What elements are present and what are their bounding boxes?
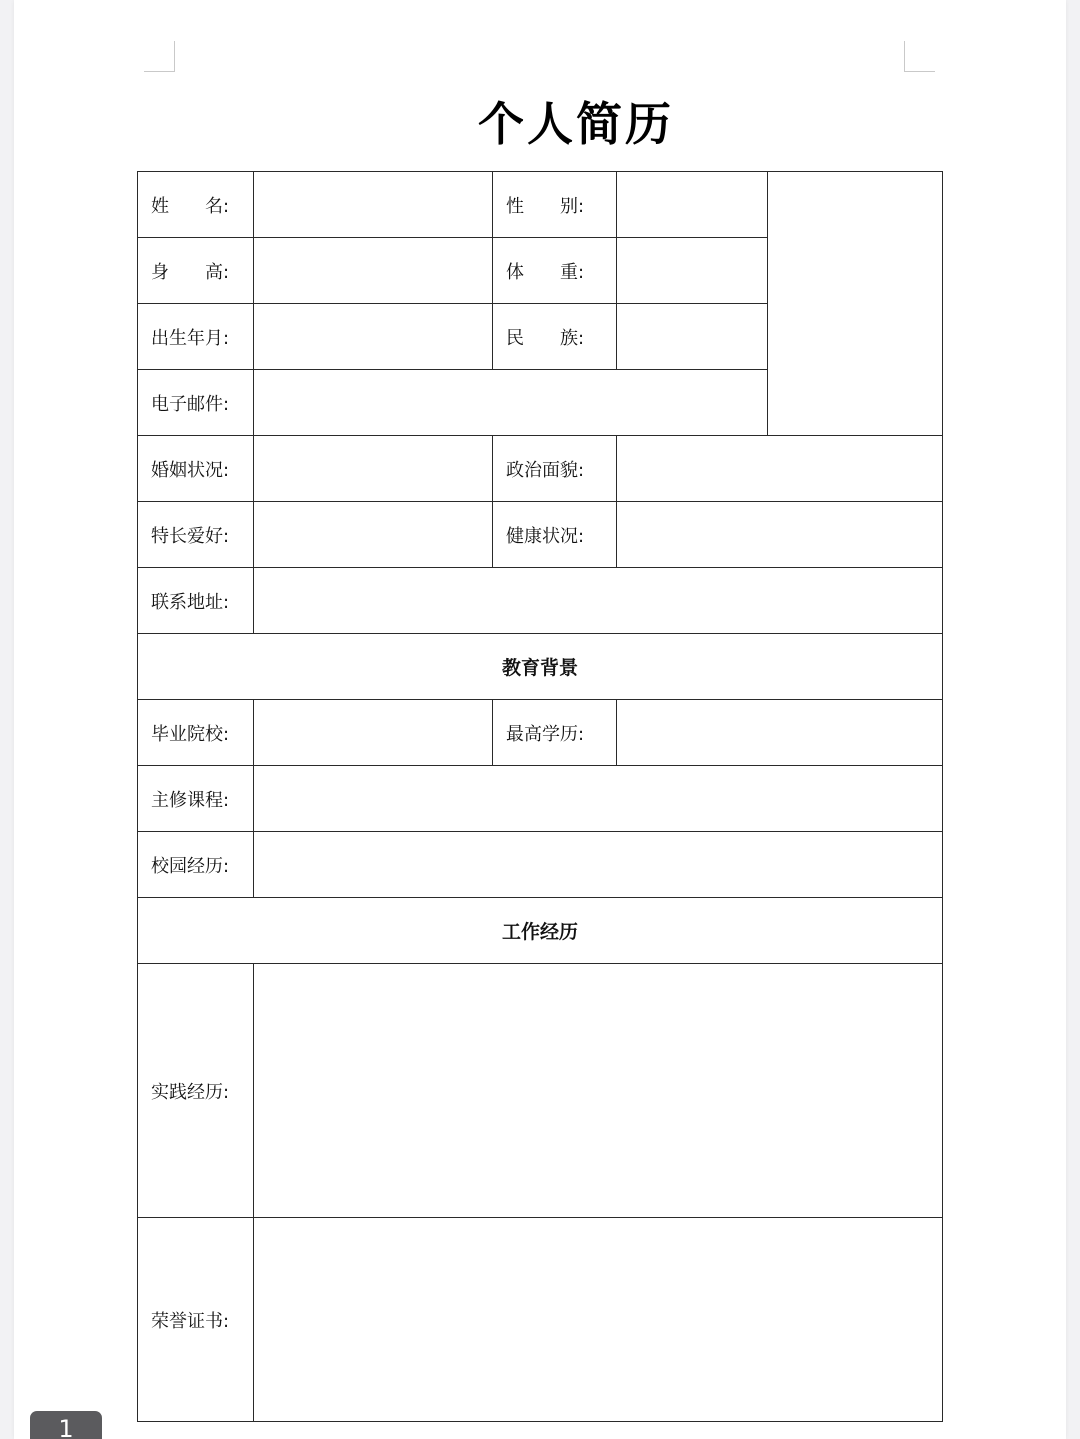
email-value-cell[interactable]: [254, 370, 768, 436]
practice-label: 实践经历:: [138, 964, 254, 1218]
ethnicity-value-cell[interactable]: [617, 304, 768, 370]
resume-table: [137, 171, 943, 1422]
hobby-label: 特长爱好:: [138, 502, 254, 568]
ethnicity-label: 民 族:: [493, 304, 617, 370]
honors-value-cell[interactable]: [254, 1218, 943, 1422]
campus-label: 校园经历:: [138, 832, 254, 898]
address-value-cell[interactable]: [254, 568, 943, 634]
gender-label: 性 别:: [493, 172, 617, 238]
table-row: [138, 832, 943, 898]
address-label: 联系地址:: [138, 568, 254, 634]
height-label: 身 高:: [138, 238, 254, 304]
courses-label: 主修课程:: [138, 766, 254, 832]
birth-value-cell[interactable]: [254, 304, 493, 370]
degree-value-cell[interactable]: [617, 700, 943, 766]
degree-label: 最高学历:: [493, 700, 617, 766]
table-row: [138, 568, 943, 634]
school-value-cell[interactable]: [254, 700, 493, 766]
table-row: [138, 1218, 943, 1422]
school-label: 毕业院校:: [138, 700, 254, 766]
education-section-heading: 教育背景: [138, 634, 943, 700]
table-row: [138, 700, 943, 766]
page-number-badge[interactable]: 1: [30, 1411, 102, 1439]
weight-label: 体 重:: [493, 238, 617, 304]
table-row: [138, 964, 943, 1218]
gender-value-cell[interactable]: [617, 172, 768, 238]
weight-value-cell[interactable]: [617, 238, 768, 304]
page-margin-corner-top-right: [904, 41, 935, 72]
practice-value-cell[interactable]: [254, 964, 943, 1218]
name-value-cell[interactable]: [254, 172, 493, 238]
hobby-value-cell[interactable]: [254, 502, 493, 568]
marital-value-cell[interactable]: [254, 436, 493, 502]
table-row: [138, 898, 943, 964]
political-label: 政治面貌:: [493, 436, 617, 502]
birth-label: 出生年月:: [138, 304, 254, 370]
table-row: [138, 766, 943, 832]
name-label: 姓 名:: [138, 172, 254, 238]
document-page: [14, 0, 1066, 1439]
marital-label: 婚姻状况:: [138, 436, 254, 502]
courses-value-cell[interactable]: [254, 766, 943, 832]
height-value-cell[interactable]: [254, 238, 493, 304]
photo-cell[interactable]: [768, 172, 943, 436]
page-margin-corner-top-left: [144, 41, 175, 72]
honors-label: 荣誉证书:: [138, 1218, 254, 1422]
table-row: [138, 634, 943, 700]
health-value-cell[interactable]: [617, 502, 943, 568]
table-row: [138, 436, 943, 502]
health-label: 健康状况:: [493, 502, 617, 568]
email-label: 电子邮件:: [138, 370, 254, 436]
campus-value-cell[interactable]: [254, 832, 943, 898]
document-title: 个人简历: [478, 97, 674, 151]
work-section-heading: 工作经历: [138, 898, 943, 964]
political-value-cell[interactable]: [617, 436, 943, 502]
table-row: [138, 172, 943, 238]
table-row: [138, 502, 943, 568]
